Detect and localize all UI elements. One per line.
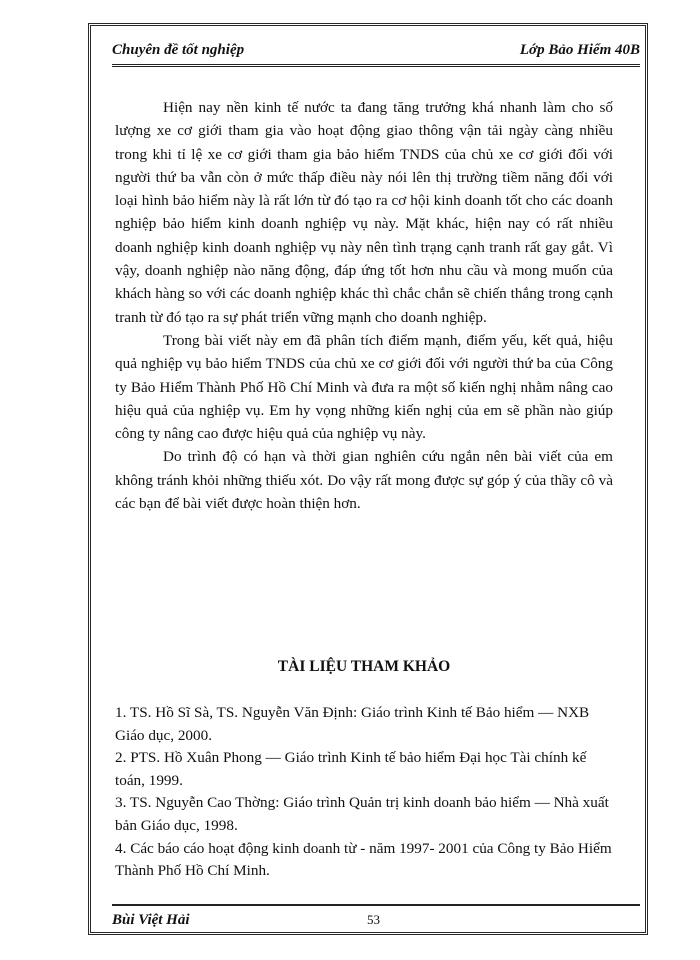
header-class: Lớp Bảo Hiểm 40B [519,42,640,58]
reference-item: 1. TS. Hồ Sĩ Sà, TS. Nguyễn Văn Định: Giáo trình Kinh tế Bảo hiểm — NXB Giáo dục, 2000. [115,704,590,744]
paragraph: Trong bài viết này em đã phân tích điểm mạnh, điểm yếu, kết quả, hiệu quả nghiệp vụ bảo hiểm TNDS của chủ xe cơ giới đối với người thứ ba của Công ty Bảo Hiểm Thành Phố Hồ Chí Minh và đưa ra một số kiến nghị nhằm nâng cao hiệu quả của nghiệp vụ. Em hy vọng những kiến nghị của em sẽ phần nào giúp công ty nâng cao được hiệu quả của nghiệp vụ này. [115,331,613,443]
page-header [112,40,640,67]
paragraph: Hiện nay nền kinh tế nước ta đang tăng trưởng khá nhanh làm cho số lượng xe cơ giới tham gia vào hoạt động giao thông vận tải ngày càng nhiều trong khi tỉ lệ xe cơ giới tham gia bảo hiểm TNDS của chủ xe cơ giới đối với người thứ ba vẫn còn ở mức thấp điều này nói lên thị trường tiềm năng đối với loại hình bảo hiểm này là rất lớn từ đó tạo ra cơ hội kinh doanh tốt cho các doanh nghiệp bảo hiểm kinh doanh nghiệp vụ này. Mặt khác, hiện nay có rất nhiều doanh nghiệp kinh doanh nghiệp vụ này nên tình trạng cạnh tranh rất gay gắt. Vì vậy, doanh nghiệp nào năng động, đáp ứng tốt hơn nhu cầu và mong muốn của khách hàng so với các doanh nghiệp khác thì chắc chắn sẽ chiến thắng trong cạnh tranh từ đó tạo ra sự phát triển vững mạnh cho doanh nghiệp. [115,99,613,326]
reference-item: 4. Các báo cáo hoạt động kinh doanh từ - năm 1997- 2001 của Công ty Bảo Hiểm Thành Phố Hồ Chí Minh. [115,839,612,880]
references-title: TÀI LIỆU THAM KHẢO [277,658,451,675]
footer-author: Bùi Việt Hải [112,912,190,928]
reference-item: 2. PTS. Hồ Xuân Phong — Giáo trình Kinh tế bảo hiểm Đại học Tài chính kế toán, 1999. [115,749,587,789]
page-footer [112,904,640,934]
reference-item: 3. TS. Nguyễn Cao Thờng: Giáo trình Quản trị kinh doanh bảo hiểm — Nhà xuất bản Giáo dục, 1998. [115,794,609,834]
page-number: 53 [367,912,380,927]
paragraph: Do trình độ có hạn và thời gian nghiên cứu ngắn nên bài viết của em không tránh khỏi những thiếu xót. Do vậy rất mong được sự góp ý của thầy cô và các bạn để bài viết được hoàn thiện hơn. [115,448,613,513]
header-title: Chuyên đề tốt nghiệp [112,42,245,58]
body-text [115,96,613,515]
references-list [115,702,613,883]
